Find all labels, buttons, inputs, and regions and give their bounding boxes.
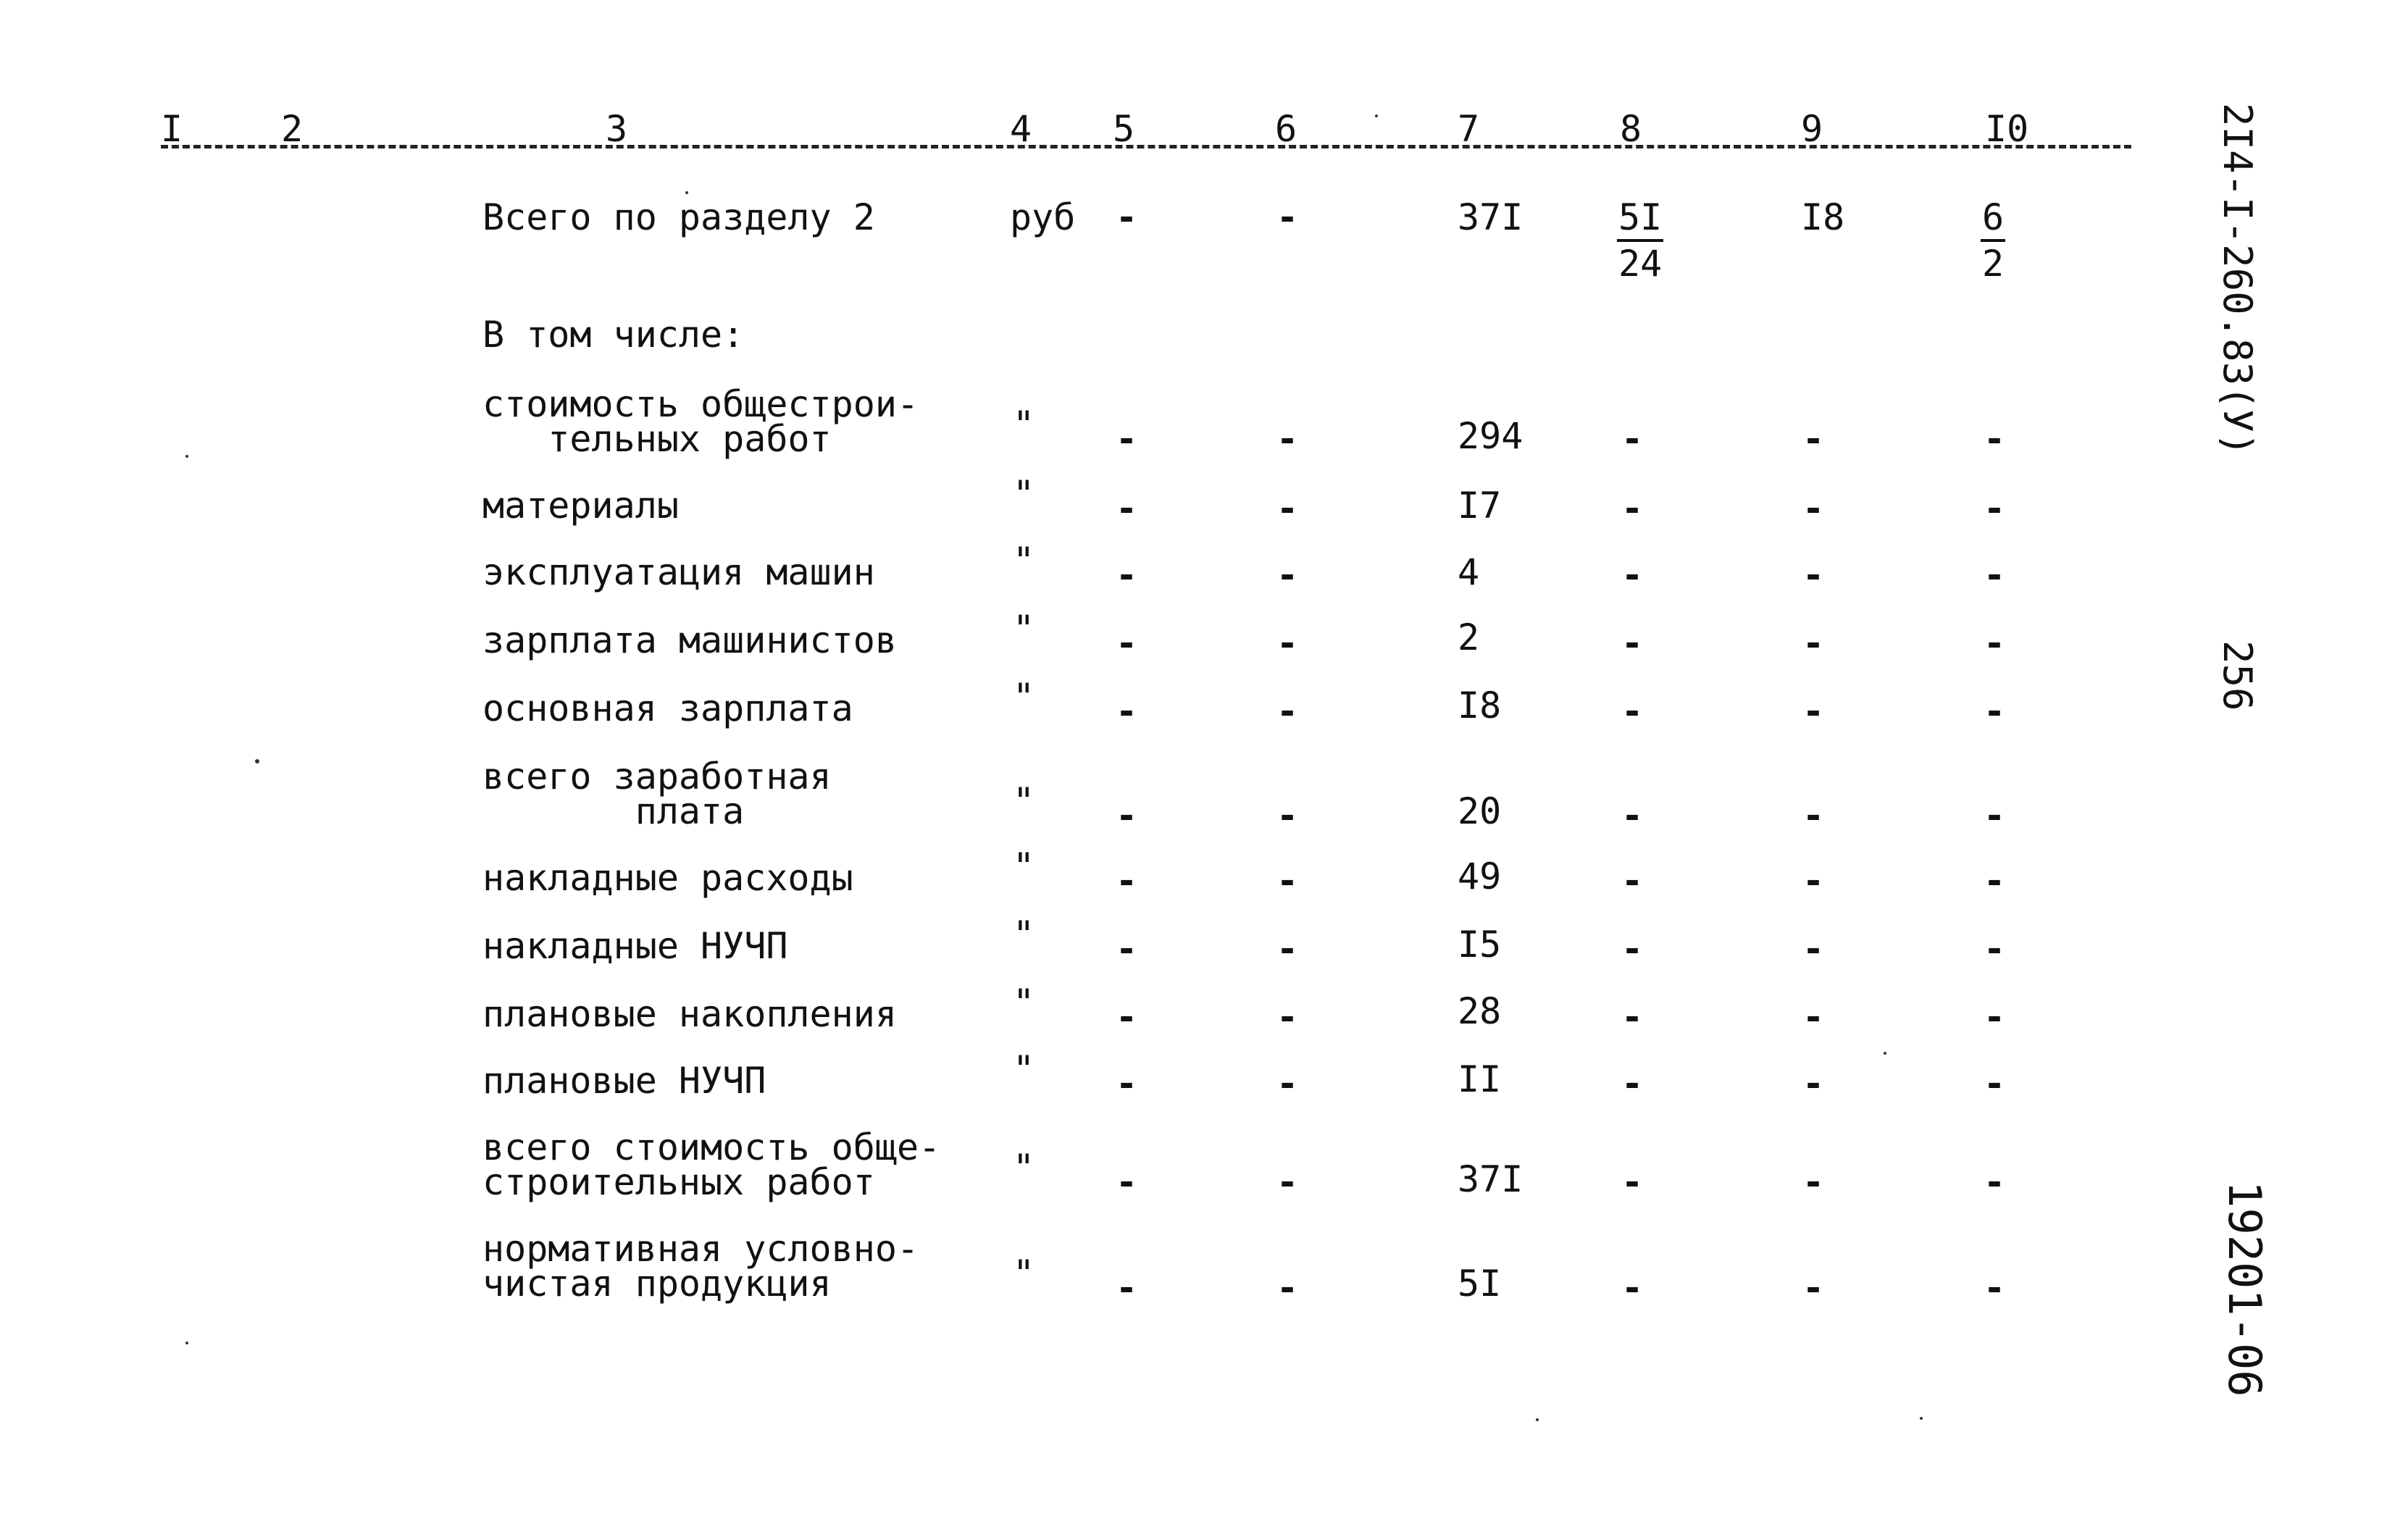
col-header-10: I0 bbox=[1985, 108, 2029, 150]
row-label: основная зарплата bbox=[482, 687, 853, 729]
section-total-c8-numerator: 5I bbox=[1617, 196, 1663, 242]
row-label: эксплуатация машин bbox=[482, 551, 875, 593]
row-c9: - bbox=[1802, 1267, 1825, 1309]
row-label: плановые НУЧП bbox=[482, 1060, 766, 1102]
col-header-5: 5 bbox=[1113, 108, 1135, 150]
row-c6: - bbox=[1276, 1161, 1299, 1203]
row-c7: I8 bbox=[1458, 685, 1502, 727]
col-header-2: 2 bbox=[281, 108, 304, 150]
row-c6: - bbox=[1276, 1063, 1299, 1105]
row-c7: 20 bbox=[1458, 790, 1502, 832]
row-c8: - bbox=[1621, 1161, 1644, 1203]
header-divider bbox=[161, 145, 2131, 148]
row-label: зарплата машинистов bbox=[482, 619, 897, 661]
scan-speck bbox=[1920, 1417, 1923, 1420]
row-c7: 37I bbox=[1458, 1158, 1523, 1200]
row-unit: " bbox=[1013, 676, 1035, 718]
section-total-c10-fraction bbox=[1981, 196, 2005, 285]
row-c7: I5 bbox=[1458, 924, 1502, 966]
row-c9: - bbox=[1802, 860, 1825, 902]
row-c5: - bbox=[1116, 795, 1138, 837]
row-c6: - bbox=[1276, 622, 1299, 664]
row-c6: - bbox=[1276, 690, 1299, 732]
section-total-c6: - bbox=[1276, 196, 1299, 238]
row-unit: " bbox=[1013, 845, 1035, 887]
row-unit: " bbox=[1013, 1252, 1035, 1294]
row-c5: - bbox=[1116, 554, 1138, 596]
row-c9: - bbox=[1802, 1161, 1825, 1203]
section-total-label: Всего по разделу 2 bbox=[482, 196, 875, 238]
section-total-c7: 37I bbox=[1458, 196, 1523, 238]
row-label: нормативная условно- чистая продукция bbox=[482, 1228, 919, 1305]
row-c8: - bbox=[1621, 1063, 1644, 1105]
row-c10: - bbox=[1984, 1063, 2006, 1105]
row-c5: - bbox=[1116, 418, 1138, 460]
row-c5: - bbox=[1116, 487, 1138, 530]
col-header-3: 3 bbox=[606, 108, 628, 150]
row-c6: - bbox=[1276, 860, 1299, 902]
row-c8: - bbox=[1621, 860, 1644, 902]
row-c8: - bbox=[1621, 622, 1644, 664]
row-c8: - bbox=[1621, 487, 1644, 530]
row-c9: - bbox=[1802, 690, 1825, 732]
row-unit: " bbox=[1013, 403, 1035, 445]
inventory-number: 19201-06 bbox=[2218, 1181, 2271, 1397]
row-unit: " bbox=[1013, 913, 1035, 955]
row-c8: - bbox=[1621, 418, 1644, 460]
section-total-c10-numerator: 6 bbox=[1981, 196, 2005, 242]
row-c7: II bbox=[1458, 1058, 1502, 1100]
row-c10: - bbox=[1984, 622, 2006, 664]
row-c5: - bbox=[1116, 622, 1138, 664]
col-header-8: 8 bbox=[1620, 108, 1642, 150]
row-c10: - bbox=[1984, 1161, 2006, 1203]
row-c6: - bbox=[1276, 1267, 1299, 1309]
row-c9: - bbox=[1802, 928, 1825, 970]
section-total-c10-denominator: 2 bbox=[1982, 243, 2005, 285]
scan-speck bbox=[685, 191, 688, 194]
row-c9: - bbox=[1802, 1063, 1825, 1105]
row-c6: - bbox=[1276, 554, 1299, 596]
row-c5: - bbox=[1116, 860, 1138, 902]
row-label: плановые накопления bbox=[482, 993, 897, 1035]
row-c9: - bbox=[1802, 554, 1825, 596]
scan-speck bbox=[255, 759, 259, 763]
row-c8: - bbox=[1621, 928, 1644, 970]
row-unit: " bbox=[1013, 608, 1035, 650]
col-header-7: 7 bbox=[1458, 108, 1480, 150]
row-c10: - bbox=[1984, 996, 2006, 1038]
row-unit: " bbox=[1013, 1048, 1035, 1090]
scan-speck bbox=[185, 1342, 188, 1344]
row-c10: - bbox=[1984, 554, 2006, 596]
row-c8: - bbox=[1621, 1267, 1644, 1309]
row-c10: - bbox=[1984, 1267, 2006, 1309]
scan-speck bbox=[185, 455, 188, 458]
row-c10: - bbox=[1984, 928, 2006, 970]
row-c8: - bbox=[1621, 795, 1644, 837]
row-label: стоимость общестрои- тельных работ bbox=[482, 383, 919, 460]
row-label: материалы bbox=[482, 485, 679, 527]
row-unit: " bbox=[1013, 473, 1035, 515]
row-c10: - bbox=[1984, 418, 2006, 460]
including-label: В том числе: bbox=[482, 314, 745, 356]
row-c7: 5I bbox=[1458, 1263, 1502, 1305]
col-header-4: 4 bbox=[1010, 108, 1032, 150]
row-c7: I7 bbox=[1458, 485, 1502, 527]
row-unit: " bbox=[1013, 982, 1035, 1024]
col-header-9: 9 bbox=[1801, 108, 1823, 150]
row-c6: - bbox=[1276, 928, 1299, 970]
row-c5: - bbox=[1116, 1161, 1138, 1203]
scan-speck bbox=[1375, 114, 1378, 117]
row-c7: 28 bbox=[1458, 990, 1502, 1032]
col-header-6: 6 bbox=[1275, 108, 1297, 150]
row-c7: 49 bbox=[1458, 855, 1502, 897]
section-total-c8-fraction bbox=[1617, 196, 1663, 285]
row-label: всего заработная плата bbox=[482, 756, 832, 832]
section-total-c9: I8 bbox=[1801, 196, 1845, 238]
row-c9: - bbox=[1802, 487, 1825, 530]
page-number: 256 bbox=[2215, 640, 2260, 711]
row-c9: - bbox=[1802, 622, 1825, 664]
row-c8: - bbox=[1621, 554, 1644, 596]
row-c5: - bbox=[1116, 690, 1138, 732]
row-c6: - bbox=[1276, 795, 1299, 837]
row-label: накладные расходы bbox=[482, 857, 853, 899]
section-total-c5: - bbox=[1116, 196, 1138, 238]
scan-speck bbox=[1884, 1052, 1886, 1055]
row-c8: - bbox=[1621, 690, 1644, 732]
row-unit: " bbox=[1013, 780, 1035, 822]
row-label: всего стоимость обще- строительных работ bbox=[482, 1126, 941, 1203]
row-c9: - bbox=[1802, 418, 1825, 460]
row-unit: " bbox=[1013, 1147, 1035, 1189]
row-c8: - bbox=[1621, 996, 1644, 1038]
col-header-1: I bbox=[161, 108, 183, 150]
row-c5: - bbox=[1116, 928, 1138, 970]
row-c9: - bbox=[1802, 996, 1825, 1038]
document-code: 2I4-I-260.83(У) bbox=[2215, 103, 2260, 456]
row-c7: 4 bbox=[1458, 551, 1480, 593]
row-c7: 2 bbox=[1458, 616, 1480, 658]
row-c10: - bbox=[1984, 860, 2006, 902]
row-label: накладные НУЧП bbox=[482, 925, 788, 967]
row-c7: 294 bbox=[1458, 415, 1523, 457]
row-unit: " bbox=[1013, 540, 1035, 582]
row-c9: - bbox=[1802, 795, 1825, 837]
scan-speck bbox=[1536, 1418, 1539, 1421]
row-c5: - bbox=[1116, 1063, 1138, 1105]
section-total-unit: руб bbox=[1010, 196, 1076, 238]
row-c10: - bbox=[1984, 690, 2006, 732]
row-c10: - bbox=[1984, 487, 2006, 530]
row-c5: - bbox=[1116, 1267, 1138, 1309]
row-c6: - bbox=[1276, 487, 1299, 530]
row-c6: - bbox=[1276, 418, 1299, 460]
row-c5: - bbox=[1116, 996, 1138, 1038]
section-total-c8-denominator: 24 bbox=[1618, 243, 1663, 285]
row-c10: - bbox=[1984, 795, 2006, 837]
row-c6: - bbox=[1276, 996, 1299, 1038]
